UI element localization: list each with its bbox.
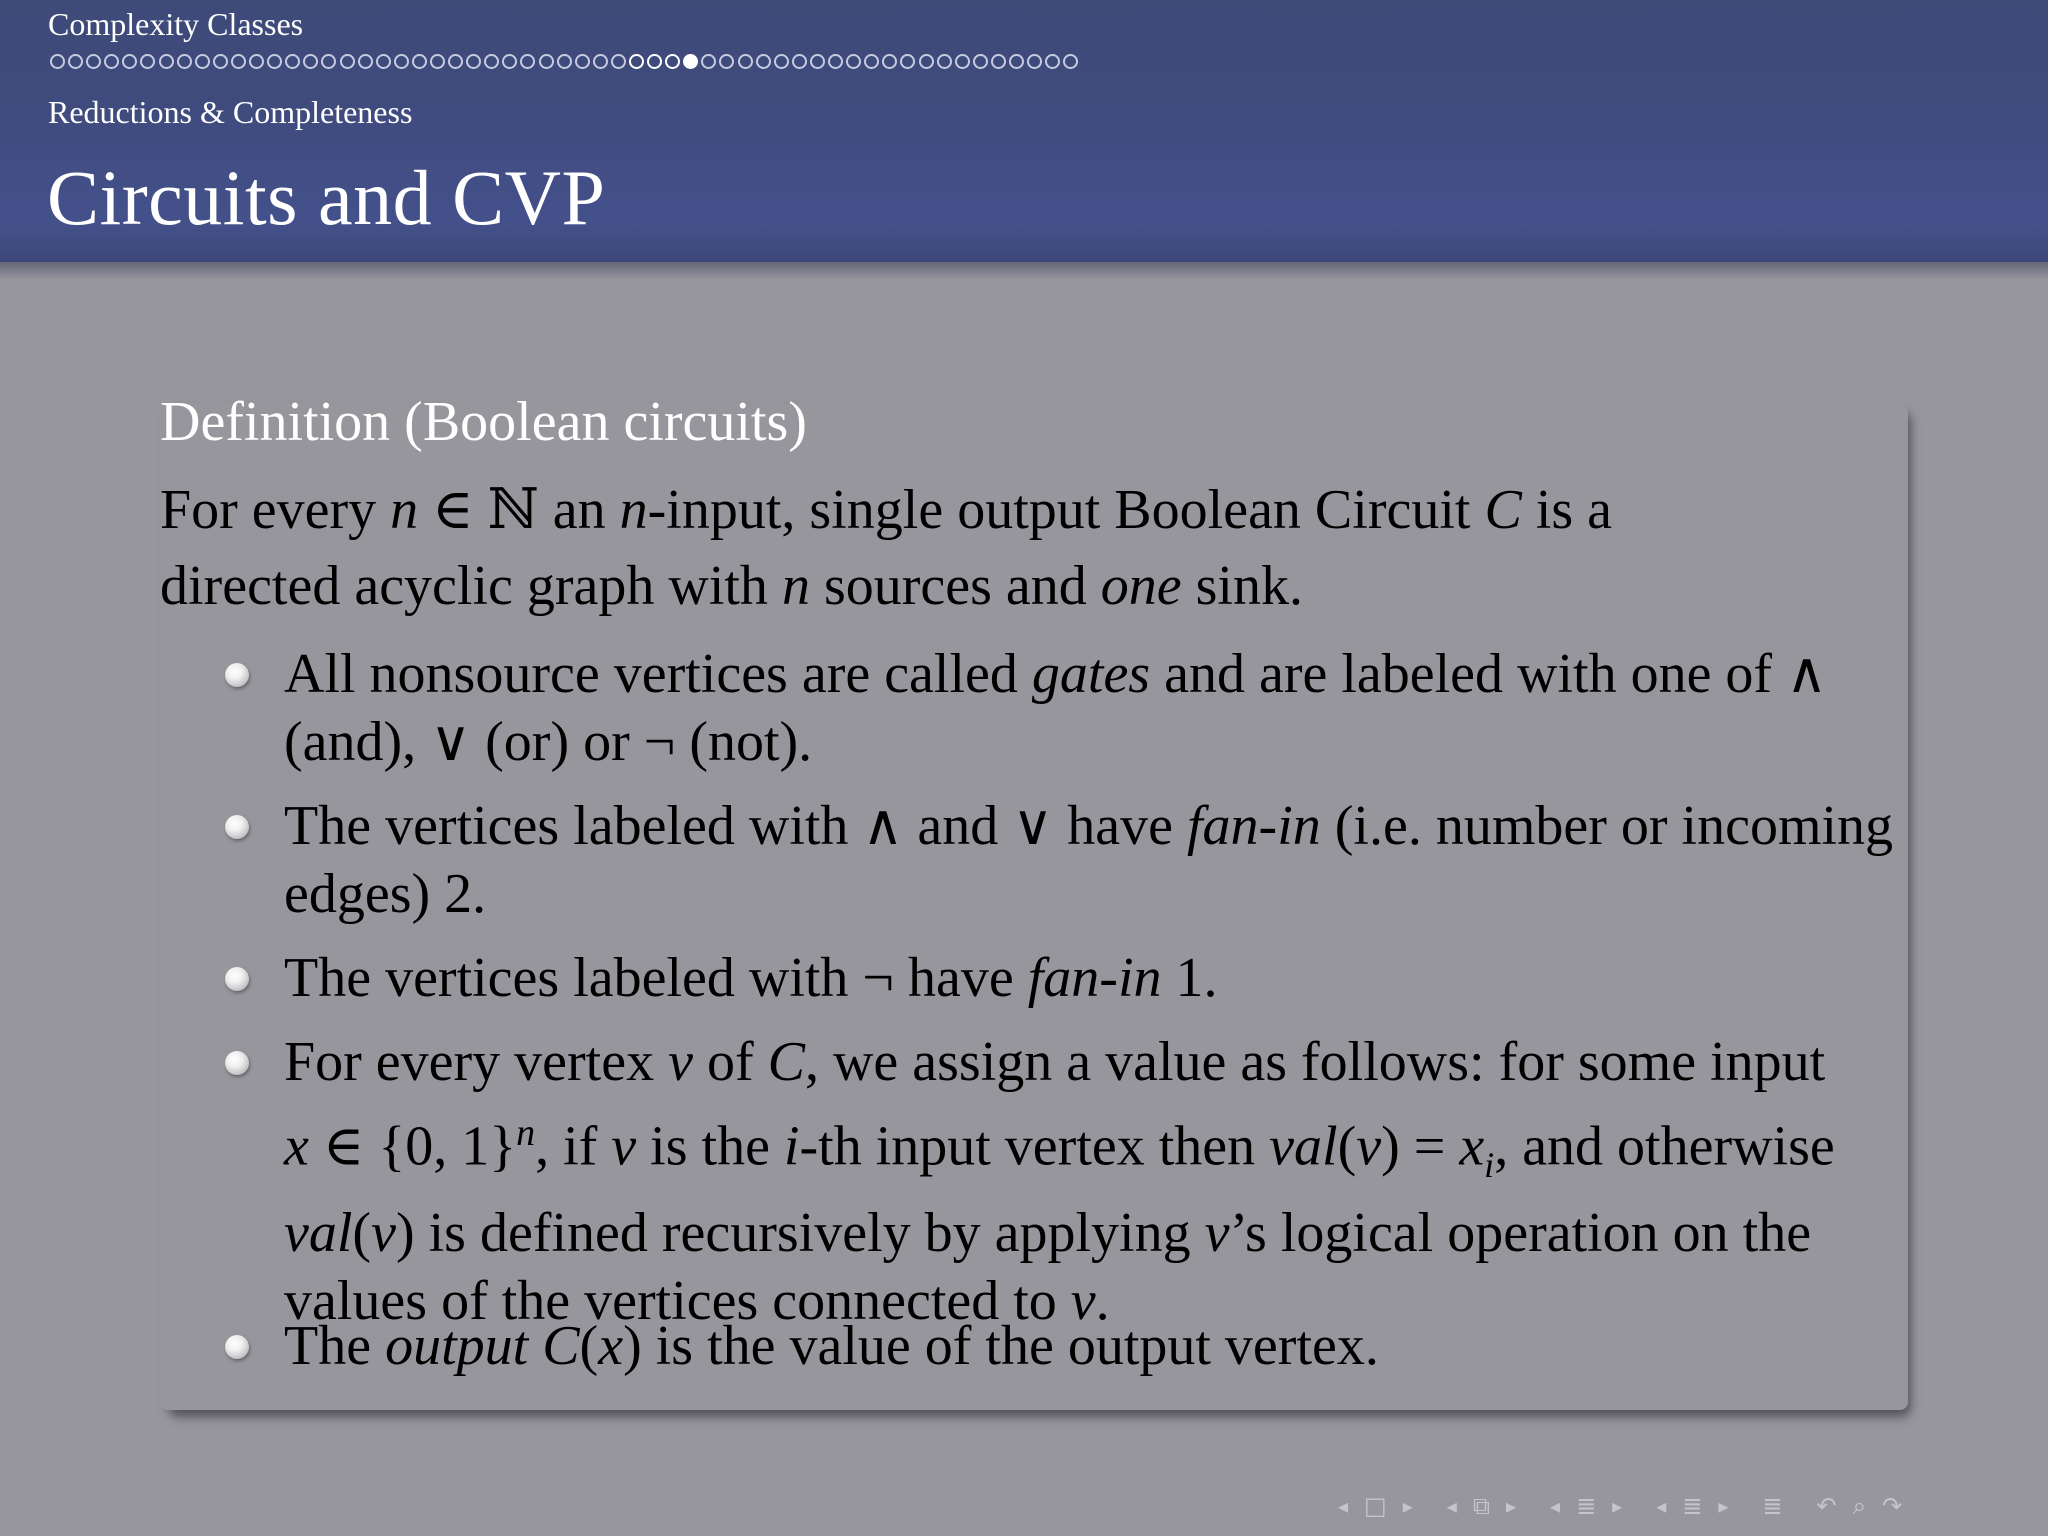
progress-dot[interactable] xyxy=(195,54,210,69)
progress-dot[interactable] xyxy=(919,54,934,69)
search-icon[interactable]: ⌕ xyxy=(1852,1492,1867,1520)
list-item: For every vertex v of C, we assign a value as follows: for some input x ∈ {0, 1}$^n$, if v is the i-th input vertex then $val(v) = x_i$, and otherwise val(v) is defined recursively by applying v’s logical operation on the values of the vertices connected to v. xyxy=(284,1031,1835,1332)
list-item: The output C(x) is the value of the output vertex. xyxy=(284,1315,1379,1377)
back-icon[interactable]: ↶ xyxy=(1816,1492,1837,1520)
document-section-icon[interactable]: ≣ xyxy=(1682,1492,1703,1520)
progress-dot[interactable] xyxy=(1009,54,1024,69)
progress-dot[interactable] xyxy=(557,54,572,69)
progress-dot[interactable] xyxy=(177,54,192,69)
progress-dot[interactable] xyxy=(376,54,391,69)
progress-dot[interactable] xyxy=(900,54,915,69)
progress-dot[interactable] xyxy=(882,54,897,69)
progress-dot[interactable] xyxy=(484,54,499,69)
progress-dot[interactable] xyxy=(665,54,680,69)
list-item: The vertices labeled with ¬ have fan-in 1. xyxy=(284,947,1218,1009)
progress-dot[interactable] xyxy=(828,54,843,69)
subsection-icon[interactable]: ⧉ xyxy=(1472,1492,1490,1520)
progress-dot[interactable] xyxy=(647,54,662,69)
progress-dot[interactable] xyxy=(575,54,590,69)
subsection-title[interactable]: Reductions & Completeness xyxy=(48,94,413,130)
progress-dot[interactable] xyxy=(701,54,716,69)
bullet-icon xyxy=(225,967,249,991)
progress-dots[interactable] xyxy=(50,50,1081,72)
next-subsection-arrow-icon[interactable]: ▸ xyxy=(1505,1494,1517,1518)
progress-dot[interactable] xyxy=(159,54,174,69)
progress-dot[interactable] xyxy=(394,54,409,69)
bullet-icon xyxy=(225,815,249,839)
progress-dot[interactable] xyxy=(846,54,861,69)
progress-dot[interactable] xyxy=(539,54,554,69)
definition-title: Definition (Boolean circuits) xyxy=(160,391,807,453)
bullet-icon xyxy=(225,663,249,687)
progress-dot[interactable] xyxy=(140,54,155,69)
progress-dot[interactable] xyxy=(611,54,626,69)
progress-dot[interactable] xyxy=(1045,54,1060,69)
progress-dot[interactable] xyxy=(520,54,535,69)
progress-dot[interactable] xyxy=(249,54,264,69)
prev-document-arrow-icon[interactable]: ◂ xyxy=(1656,1494,1667,1518)
progress-dot[interactable] xyxy=(973,54,988,69)
progress-dot[interactable] xyxy=(340,54,355,69)
intro-line-2: directed acyclic graph with n sources and one sink. xyxy=(160,555,1303,617)
progress-dot[interactable] xyxy=(719,54,734,69)
progress-dot[interactable] xyxy=(267,54,282,69)
progress-dot[interactable] xyxy=(810,54,825,69)
progress-dot[interactable] xyxy=(629,54,644,69)
progress-dot[interactable] xyxy=(937,54,952,69)
progress-dot[interactable] xyxy=(466,54,481,69)
next-document-arrow-icon[interactable]: ▸ xyxy=(1718,1494,1729,1518)
document-icon[interactable]: ≣ xyxy=(1762,1492,1783,1520)
progress-dot[interactable] xyxy=(50,54,65,69)
progress-dot[interactable] xyxy=(756,54,771,69)
next-section-arrow-icon[interactable]: ▸ xyxy=(1612,1494,1623,1518)
slide-header xyxy=(0,0,2048,262)
progress-dot[interactable] xyxy=(448,54,463,69)
list-item: The vertices labeled with ∧ and ∨ have fan-in (i.e. number or incoming edges) 2. xyxy=(284,795,1894,925)
progress-dot[interactable] xyxy=(738,54,753,69)
progress-dot[interactable] xyxy=(774,54,789,69)
progress-dot[interactable] xyxy=(991,54,1006,69)
progress-dot[interactable] xyxy=(412,54,427,69)
section-title[interactable]: Complexity Classes xyxy=(48,6,304,42)
progress-dot[interactable] xyxy=(792,54,807,69)
progress-dot[interactable] xyxy=(1027,54,1042,69)
bullet-icon xyxy=(225,1335,249,1359)
progress-dot[interactable] xyxy=(593,54,608,69)
progress-dot[interactable] xyxy=(68,54,83,69)
progress-dot[interactable] xyxy=(955,54,970,69)
progress-dot[interactable] xyxy=(122,54,137,69)
prev-subsection-arrow-icon[interactable]: ◂ xyxy=(1446,1494,1457,1518)
progress-dot[interactable] xyxy=(683,54,698,69)
definition-intro xyxy=(160,472,1860,624)
next-frame-arrow-icon[interactable]: ▸ xyxy=(1402,1494,1413,1518)
intro-line-1: For every n ∈ ℕ an n-input, single output Boolean Circuit C is a xyxy=(160,479,1613,541)
progress-dot[interactable] xyxy=(321,54,336,69)
progress-dot[interactable] xyxy=(358,54,373,69)
prev-section-arrow-icon[interactable]: ◂ xyxy=(1550,1494,1561,1518)
frame-title: Circuits and CVP xyxy=(47,154,606,241)
progress-dot[interactable] xyxy=(213,54,228,69)
progress-dot[interactable] xyxy=(231,54,246,69)
beamer-navigation-bar xyxy=(1330,1488,1910,1524)
forward-icon[interactable]: ↷ xyxy=(1882,1492,1903,1520)
progress-dot[interactable] xyxy=(285,54,300,69)
progress-dot[interactable] xyxy=(86,54,101,69)
progress-dot[interactable] xyxy=(303,54,318,69)
progress-dot[interactable] xyxy=(104,54,119,69)
bullet-icon xyxy=(225,1051,249,1075)
frame-icon[interactable]: □ xyxy=(1364,1492,1387,1520)
progress-dot[interactable] xyxy=(430,54,445,69)
prev-frame-arrow-icon[interactable]: ◂ xyxy=(1338,1494,1349,1518)
header-shadow xyxy=(0,262,2048,280)
progress-dot[interactable] xyxy=(864,54,879,69)
progress-dot[interactable] xyxy=(1063,54,1078,69)
progress-dot[interactable] xyxy=(502,54,517,69)
list-item: All nonsource vertices are called gates and are labeled with one of ∧ (and), ∨ (or) or ¬ (not). xyxy=(284,643,1828,773)
section-icon[interactable]: ≣ xyxy=(1576,1492,1597,1520)
